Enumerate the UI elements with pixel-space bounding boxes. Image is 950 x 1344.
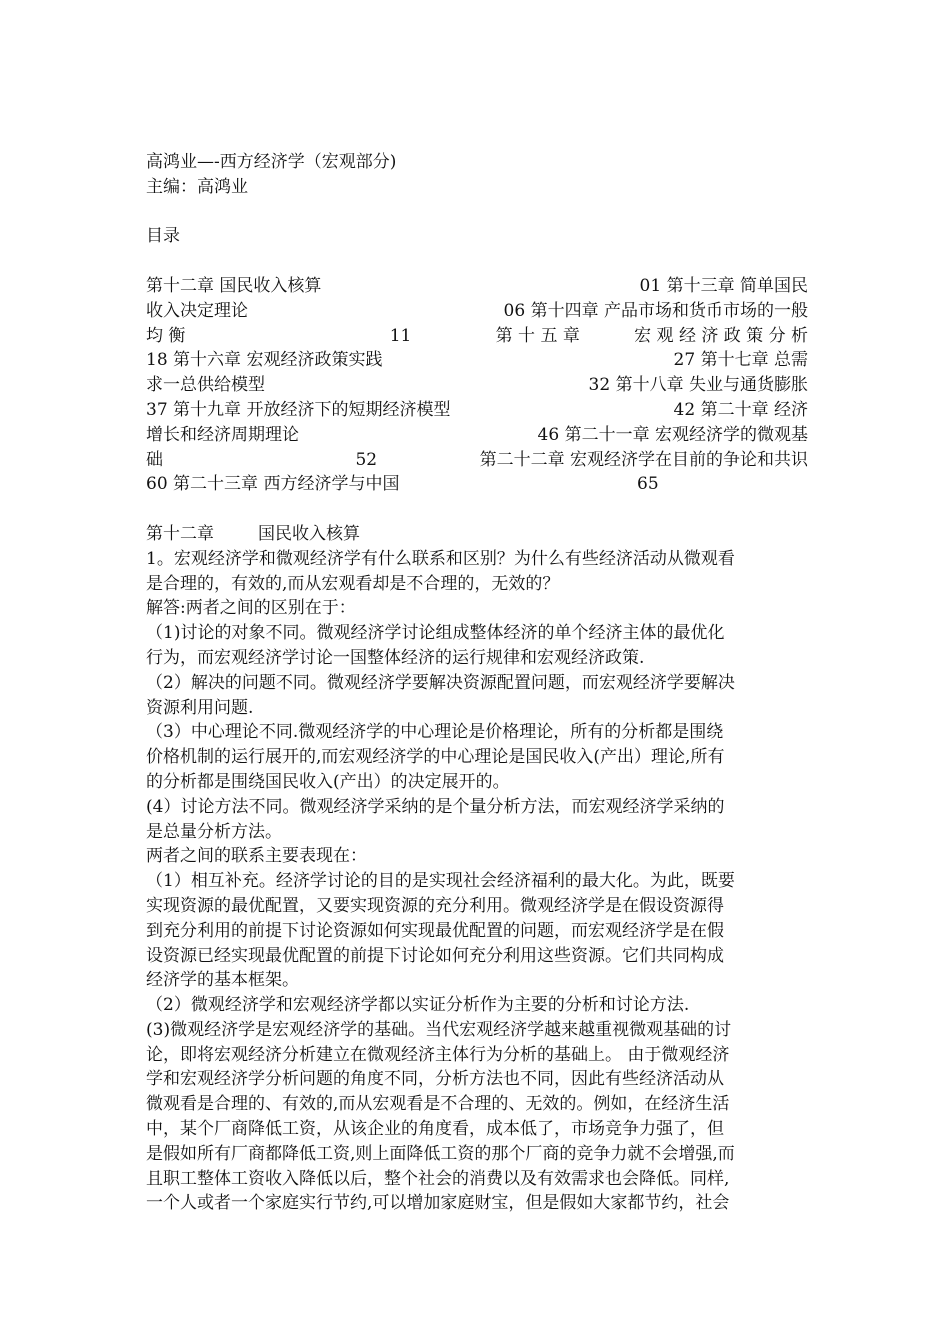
text-line: （1）相互补充。经济学讨论的目的是实现社会经济福利的最大化。为此，既要 bbox=[146, 871, 735, 892]
toc-line bbox=[146, 423, 808, 448]
table-of-contents bbox=[146, 274, 808, 497]
toc-line bbox=[146, 448, 808, 473]
text-line: 价格机制的运行展开的,而宏观经济学的中心理论是国民收入(产出）理论,所有 bbox=[146, 747, 725, 768]
toc-entry: 18 第十六章 宏观经济政策实践 bbox=[146, 350, 383, 371]
toc-line bbox=[146, 472, 808, 497]
spacer bbox=[146, 200, 808, 225]
text-line: 到充分利用的前提下讨论资源如何实现最优配置的问题，而宏观经济学是在假 bbox=[146, 920, 724, 941]
toc-entry: 32 第十八章 失业与通货膨胀 bbox=[588, 375, 808, 396]
toc-entry: 础 bbox=[146, 449, 163, 470]
toc-entry: 52 bbox=[355, 449, 378, 470]
toc-entry: 27 第十七章 总需 bbox=[673, 350, 808, 371]
toc-entry: 42 第二十章 经济 bbox=[673, 399, 808, 420]
text-line: 论，即将宏观经济分析建立在微观经济主体行为分析的基础上。 由于微观经济 bbox=[146, 1044, 730, 1065]
toc-entry: 06 第十四章 产品市场和货币市场的一般 bbox=[503, 300, 808, 321]
toc-entry: 46 第二十一章 宏观经济学的微观基 bbox=[537, 424, 808, 445]
chapter-number: 第十二章 bbox=[146, 523, 214, 544]
toc-line bbox=[146, 373, 808, 398]
toc-entry: 求一总供给模型 bbox=[146, 375, 265, 396]
toc-entry: 60 第二十三章 西方经济学与中国 bbox=[146, 474, 400, 495]
toc-line bbox=[146, 324, 808, 349]
toc-entry: 37 第十九章 开放经济下的短期经济模型 bbox=[146, 399, 451, 420]
text-line: 微观看是合理的、有效的,而从宏观看是不合理的、无效的。例如，在经济生活 bbox=[146, 1094, 730, 1115]
toc-entry: 宏 观 经 济 政 策 分 析 bbox=[634, 325, 808, 346]
text-line: (4）讨论方法不同。微观经济学采纳的是个量分析方法，而宏观经济学采纳的 bbox=[146, 796, 725, 817]
text-line: 1。宏观经济学和微观经济学有什么联系和区别？为什么有些经济活动从微观看 bbox=[146, 548, 735, 569]
text-line: 是合理的，有效的,而从宏观看却是不合理的，无效的？ bbox=[146, 573, 560, 594]
toc-entry: 第十二章 国民收入核算 bbox=[146, 275, 322, 296]
toc-entry: 增长和经济周期理论 bbox=[146, 424, 299, 445]
text-line: 行为，而宏观经济学讨论一国整体经济的运行规律和宏观经济政策. bbox=[146, 647, 645, 668]
text-line: 且职工整体工资收入降低以后，整个社会的消费以及有效需求也会降低。同样, bbox=[146, 1168, 730, 1189]
toc-entry: 第 十 五 章 bbox=[495, 325, 580, 346]
text-line: （3）中心理论不同.微观经济学的中心理论是价格理论，所有的分析都是围绕 bbox=[146, 722, 724, 743]
text-line: 学和宏观经济学分析问题的角度不同，分析方法也不同，因此有些经济活动从 bbox=[146, 1069, 724, 1090]
toc-entry: 01 第十三章 简单国民 bbox=[639, 275, 808, 296]
text-line: 是假如所有厂商都降低工资,则上面降低工资的那个厂商的竞争力就不会增强,而 bbox=[146, 1143, 735, 1164]
text-line: 两者之间的联系主要表现在： bbox=[146, 846, 367, 867]
text-line: 一个人或者一个家庭实行节约,可以增加家庭财宝，但是假如大家都节约，社会 bbox=[146, 1193, 730, 1214]
chapter-body bbox=[146, 547, 808, 1217]
toc-line bbox=[146, 274, 808, 299]
text-line: 经济学的基本框架。 bbox=[146, 970, 299, 991]
text-line: （2）解决的问题不同。微观经济学要解决资源配置问题，而宏观经济学要解决 bbox=[146, 672, 735, 693]
text-line: （2）微观经济学和宏观经济学都以实证分析作为主要的分析和讨论方法. bbox=[146, 995, 690, 1016]
text-line: （1)讨论的对象不同。微观经济学讨论组成整体经济的单个经济主体的最优化 bbox=[146, 623, 725, 644]
text-line: 设资源已经实现最优配置的前提下讨论如何充分利用这些资源。它们共同构成 bbox=[146, 945, 724, 966]
text-line: 实现资源的最优配置，又要实现资源的充分利用。微观经济学是在假设资源得 bbox=[146, 895, 724, 916]
toc-entry: 11 bbox=[389, 325, 412, 346]
spacer bbox=[146, 249, 808, 274]
toc-line bbox=[146, 299, 808, 324]
document-title: 高鸿业—-西方经济学（宏观部分) bbox=[146, 152, 397, 172]
toc-line bbox=[146, 398, 808, 423]
text-line: (3)微观经济学是宏观经济学的基础。当代宏观经济学越来越重视微观基础的讨 bbox=[146, 1019, 732, 1040]
text-line: 的分析都是围绕国民收入(产出）的决定展开的。 bbox=[146, 771, 510, 792]
editor-line: 主编：高鸿业 bbox=[146, 176, 248, 197]
chapter-heading bbox=[146, 522, 808, 547]
document-page bbox=[146, 150, 808, 1216]
toc-entry: 第二十二章 宏观经济学在目前的争论和共识 bbox=[479, 449, 808, 470]
toc-entry: 收入决定理论 bbox=[146, 300, 248, 321]
text-line: 是总量分析方法。 bbox=[146, 821, 282, 842]
spacer bbox=[146, 497, 808, 522]
toc-entry: 均 衡 bbox=[146, 325, 186, 346]
text-line: 资源利用问题. bbox=[146, 697, 254, 718]
text-line: 中，某个厂商降低工资，从该企业的角度看，成本低了，市场竞争力强了，但 bbox=[146, 1119, 724, 1140]
text-line: 解答:两者之间的区别在于： bbox=[146, 598, 356, 619]
toc-heading: 目录 bbox=[146, 226, 180, 247]
toc-line bbox=[146, 348, 808, 373]
toc-entry: 65 bbox=[637, 474, 659, 495]
chapter-title: 国民收入核算 bbox=[258, 523, 360, 544]
